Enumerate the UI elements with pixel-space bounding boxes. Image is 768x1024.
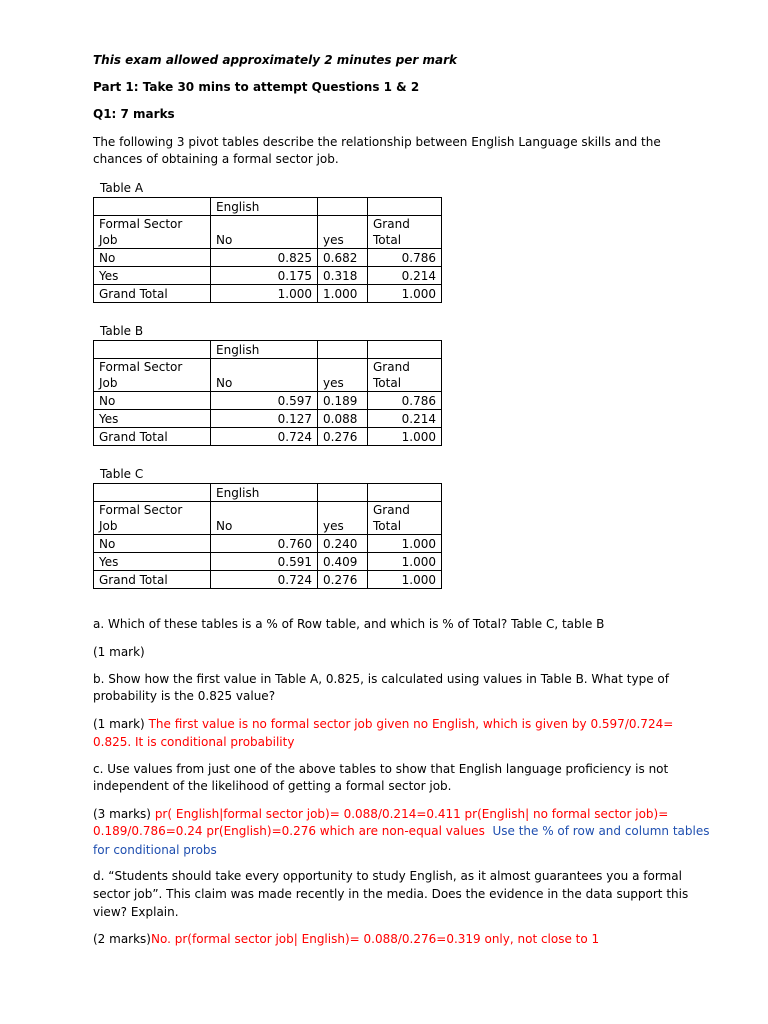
- empty-cell: [318, 341, 368, 359]
- question-c-note-line-2: for conditional probs: [93, 843, 217, 857]
- empty-cell: [94, 484, 211, 502]
- col-yes: yes: [318, 359, 368, 392]
- cell-value: 1.000: [368, 428, 442, 446]
- cell-value: 0.214: [368, 410, 442, 428]
- table-row: [94, 428, 442, 446]
- row-label: Yes: [94, 410, 211, 428]
- question-b-answer: The first value is no formal sector job given no English, which is given by 0.597/0.724=: [148, 717, 674, 731]
- cell-value: 1.000: [368, 535, 442, 553]
- intro-line-1: The following 3 pivot tables describe the relationship between English Language skills and the: [93, 135, 661, 149]
- empty-cell: [368, 484, 442, 502]
- cell-value: 1.000: [211, 285, 318, 303]
- table-row: [94, 553, 442, 571]
- cell-value: 0.318: [318, 267, 368, 285]
- question-c-answer-line-1: [93, 806, 668, 823]
- cell-value: 0.214: [368, 267, 442, 285]
- cell-value: 0.825: [211, 249, 318, 267]
- empty-cell: [318, 198, 368, 216]
- question-c-line-2: independent of the likelihood of getting a formal sector job.: [93, 779, 452, 793]
- question-b-line-1: b. Show how the first value in Table A, 0.825, is calculated using values in Table B. What type of: [93, 672, 669, 686]
- question-b-marks: (1 mark): [93, 717, 149, 731]
- cell-value: 0.240: [318, 535, 368, 553]
- table-row: [94, 198, 442, 216]
- question-c-note: Use the % of row and column tables: [492, 824, 710, 838]
- empty-cell: [94, 341, 211, 359]
- row-label: Grand Total: [94, 428, 211, 446]
- cell-value: 0.088: [318, 410, 368, 428]
- empty-cell: [318, 484, 368, 502]
- empty-cell: [94, 198, 211, 216]
- question-d-line-1: d. “Students should take every opportunity to study English, as it almost guarantees you a formal: [93, 869, 682, 883]
- row-header: Formal Sector Job: [94, 216, 211, 249]
- row-label: Grand Total: [94, 285, 211, 303]
- table-c-label: Table C: [100, 467, 144, 481]
- col-header: English: [211, 484, 318, 502]
- question-d-marks: (2 marks): [93, 932, 151, 946]
- row-label: No: [94, 249, 211, 267]
- table-a-label: Table A: [100, 181, 144, 195]
- table-row: [94, 249, 442, 267]
- intro-line-2: chances of obtaining a formal sector job.: [93, 152, 339, 166]
- col-grand-total: Grand Total: [368, 502, 442, 535]
- table-row: [94, 410, 442, 428]
- table-row: [94, 502, 442, 535]
- table-b: [93, 340, 442, 446]
- cell-value: 0.175: [211, 267, 318, 285]
- row-label: Grand Total: [94, 571, 211, 589]
- cell-value: 0.724: [211, 428, 318, 446]
- col-header: English: [211, 341, 318, 359]
- table-row: [94, 341, 442, 359]
- table-row: [94, 392, 442, 410]
- question-heading: Q1: 7 marks: [93, 107, 175, 121]
- table-row: [94, 535, 442, 553]
- col-grand-total: Grand Total: [368, 216, 442, 249]
- exam-time-note: This exam allowed approximately 2 minutes per mark: [93, 53, 458, 67]
- row-header: Formal Sector Job: [94, 359, 211, 392]
- table-row: [94, 267, 442, 285]
- row-label: No: [94, 535, 211, 553]
- cell-value: 0.276: [318, 571, 368, 589]
- col-grand-total: Grand Total: [368, 359, 442, 392]
- cell-value: 0.276: [318, 428, 368, 446]
- col-yes: yes: [318, 502, 368, 535]
- question-d-answer: No. pr(formal sector job| English)= 0.088/0.276=0.319 only, not close to 1: [151, 932, 600, 946]
- question-c-answer-line-2: [93, 823, 709, 840]
- table-a: [93, 197, 442, 303]
- cell-value: 1.000: [368, 285, 442, 303]
- row-label: Yes: [94, 553, 211, 571]
- question-d-line-3: view? Explain.: [93, 905, 179, 919]
- question-c-marks: (3 marks): [93, 807, 155, 821]
- col-yes: yes: [318, 216, 368, 249]
- cell-value: 0.597: [211, 392, 318, 410]
- table-row: [94, 484, 442, 502]
- table-b-label: Table B: [100, 324, 144, 338]
- cell-value: 1.000: [368, 553, 442, 571]
- cell-value: 0.724: [211, 571, 318, 589]
- row-label: No: [94, 392, 211, 410]
- question-c-answer: pr( English|formal sector job)= 0.088/0.214=0.411 pr(English| no formal sector job)=: [154, 807, 669, 821]
- cell-value: 0.127: [211, 410, 318, 428]
- cell-value: 0.591: [211, 553, 318, 571]
- row-header: Formal Sector Job: [94, 502, 211, 535]
- table-row: [94, 571, 442, 589]
- question-b-answer-line-2: 0.825. It is conditional probability: [93, 735, 295, 749]
- question-c-line-1: c. Use values from just one of the above tables to show that English language proficiency is not: [93, 762, 669, 776]
- empty-cell: [368, 341, 442, 359]
- cell-value: 0.760: [211, 535, 318, 553]
- question-d-answer-line: [93, 931, 599, 948]
- cell-value: 0.189: [318, 392, 368, 410]
- table-c: [93, 483, 442, 589]
- cell-value: 1.000: [318, 285, 368, 303]
- cell-value: 0.786: [368, 392, 442, 410]
- empty-cell: [368, 198, 442, 216]
- question-c-answer-cont: 0.189/0.786=0.24 pr(English)=0.276 which are non-equal values: [93, 824, 485, 838]
- cell-value: 0.786: [368, 249, 442, 267]
- col-no: No: [211, 216, 318, 249]
- col-no: No: [211, 359, 318, 392]
- part-heading: Part 1: Take 30 mins to attempt Questions 1 & 2: [93, 80, 420, 94]
- cell-value: 1.000: [368, 571, 442, 589]
- question-b-answer-line-1: [93, 716, 673, 733]
- col-no: No: [211, 502, 318, 535]
- question-b-line-2: probability is the 0.825 value?: [93, 689, 276, 703]
- cell-value: 0.409: [318, 553, 368, 571]
- question-a: a. Which of these tables is a % of Row table, and which is % of Total? Table C, table B: [93, 617, 605, 631]
- question-a-marks: (1 mark): [93, 645, 145, 659]
- row-label: Yes: [94, 267, 211, 285]
- table-row: [94, 285, 442, 303]
- cell-value: 0.682: [318, 249, 368, 267]
- table-row: [94, 216, 442, 249]
- col-header: English: [211, 198, 318, 216]
- question-d-line-2: sector job”. This claim was made recently in the media. Does the evidence in the data support this: [93, 887, 689, 901]
- table-row: [94, 359, 442, 392]
